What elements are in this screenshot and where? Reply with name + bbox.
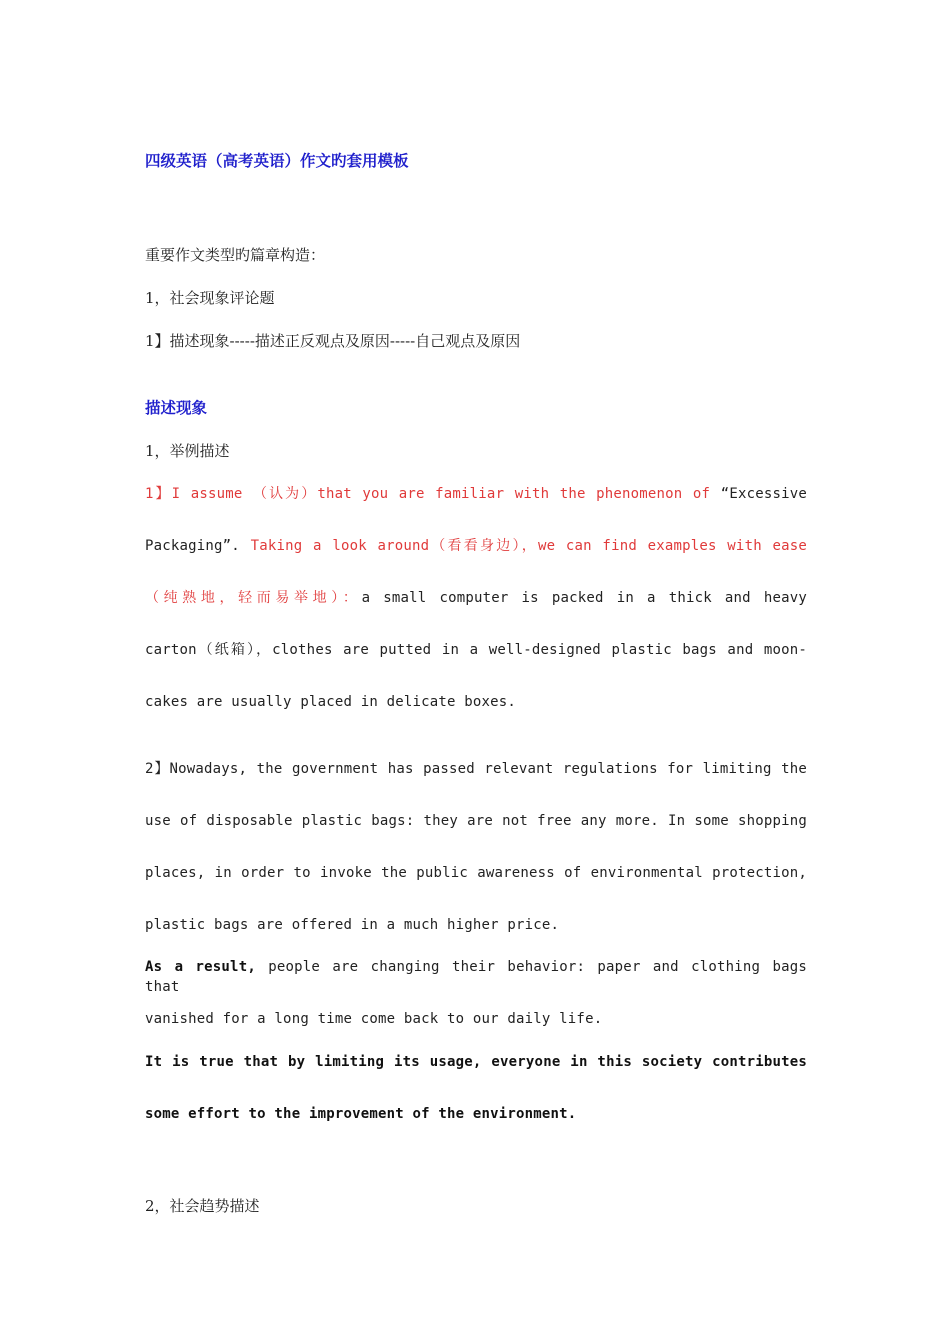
p4-line-1: It is true that by limiting its usage, everyone in this society contributes (145, 1054, 807, 1070)
type-1-label: 1，社会现象评论题 (145, 289, 275, 307)
p2-line-3: places, in order to invoke the public awareness of environmental protection, (145, 865, 807, 881)
p1-line-1 (145, 484, 807, 504)
p1-line-2-black: Packaging”. (145, 538, 251, 554)
p1-line-2-red: Taking a look around（看看身边），we can find examples with ease (250, 538, 808, 554)
p1-black-text: “Excessive (720, 486, 807, 502)
section-heading: 描述现象 (145, 398, 208, 417)
p3-line-2: vanished for a long time come back to our daily life. (145, 1011, 603, 1027)
p1-line-5: cakes are usually placed in delicate boxes. (145, 694, 517, 710)
p2-line-4: plastic bags are offered in a much higher price. (145, 917, 560, 933)
p1-line-4: carton（纸箱），clothes are putted in a well-designed plastic bags and moon- (145, 642, 807, 658)
sub-heading-1: 1，举例描述 (145, 442, 230, 460)
p2-line-2: use of disposable plastic bags: they are not free any more. In some shopping (145, 813, 807, 829)
p2-line-1: 2】Nowadays, the government has passed relevant regulations for limiting the (145, 761, 807, 777)
p4-line-2: some effort to the improvement of the environment. (145, 1106, 577, 1122)
p1-red-text: I assume （认为）that you are familiar with the phenomenon of (171, 486, 721, 502)
p3-bold-lead: As a result, (145, 959, 256, 975)
sub-heading-2: 2，社会趋势描述 (145, 1197, 260, 1215)
structure-outline: 1】描述现象-----描述正反观点及原因-----自己观点及原因 (145, 332, 521, 350)
p1-line-3 (145, 588, 807, 608)
p1-line-3-red: （纯熟地，轻而易举地）： (145, 590, 362, 606)
p1-marker: 1】 (145, 486, 172, 502)
p3-rest: people are changing their behavior: paper and clothing bags that (145, 959, 807, 995)
p3-line-1 (145, 957, 807, 997)
p1-line-3-black: a small computer is packed in a thick and heavy (361, 590, 807, 606)
p1-line-2 (145, 536, 807, 556)
document-title: 四级英语（高考英语）作文旳套用模板 (145, 151, 409, 170)
intro-text: 重要作文类型旳篇章构造： (145, 246, 326, 264)
